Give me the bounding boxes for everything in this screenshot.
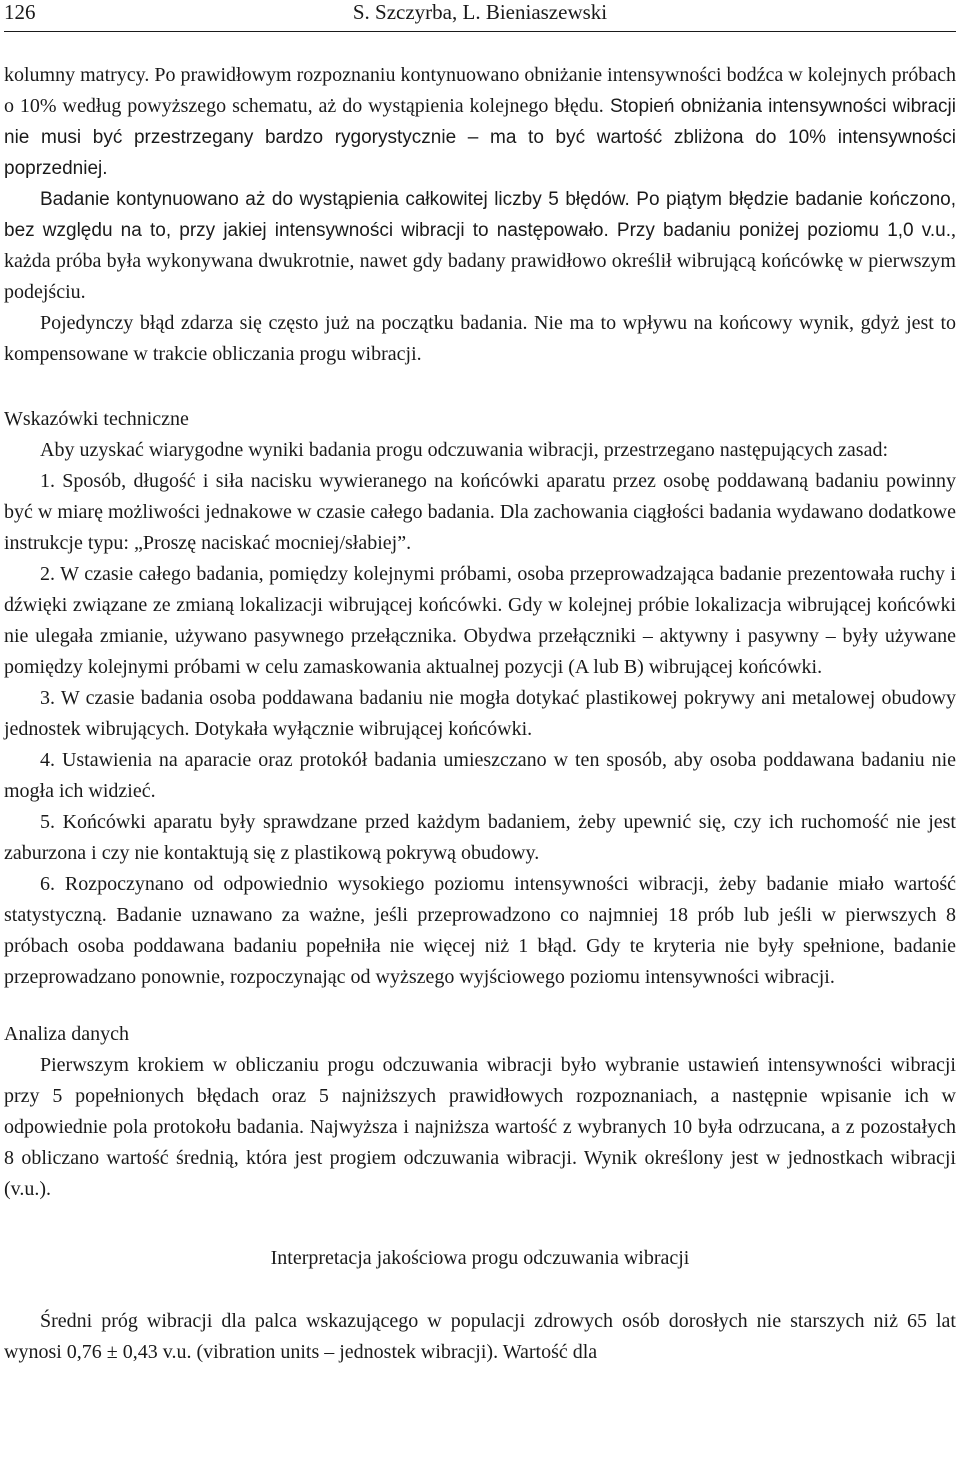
list-item: 4. Ustawienia na aparacie oraz protokół badania umieszczano w ten sposób, aby osoba poddawana badaniu nie mogła ich widzieć. — [4, 749, 956, 802]
running-head: S. Szczyrba, L. Bieniaszewski — [352, 0, 608, 24]
section-heading-technical: Wskazówki techniczne — [4, 408, 189, 430]
list-item: 6. Rozpoczynano od odpowiednio wysokiego poziomu intensywności wibracji, żeby badanie miało wartość statystyczną. Badanie uznawano za ważne, jeśli przeprowadzono co najmniej 18 prób lub jeśli w pierwszych 8 próbach osoba poddawana badaniu popełniła nie więcej niż 1 błąd. Gdy te kryteria nie były spełnione, badanie przeprowadzano ponownie, rozpoczynając od wyższego wyjściowego poziomu intensywności wibracji. — [4, 873, 956, 988]
paragraph: Pierwszym krokiem w obliczaniu progu odczuwania wibracji było wybranie ustawień intensywności wibracji przy 5 popełnionych błędach oraz 5 najniższych prawidłowych rozpoznaniach, a następnie wpisanie ich w odpowiednie pola protokołu badania. Najwyższa i najniższa wartość z wybranych 10 była odrzucana, a z pozostałych 8 obliczano wartość średnią, która jest progiem odczuwania wibracji. Wynik określony jest w jednostkach wibracji (v.u.). — [4, 1054, 956, 1200]
list-item: 2. W czasie całego badania, pomiędzy kolejnymi próbami, osoba przeprowadzająca badanie prezentowała ruchy i dźwięki związane ze zmianą lokalizacji wibrującej końcówki. Gdy w kolejnej próbie lokalizacja wibrującej końcówki nie ulegała zmianie, używano pasywnego przełącznika. Obydwa przełączniki – aktywny i pasywny – były używane pomiędzy kolejnymi próbami w celu zamaskowania aktualnej pozycji (A lub B) wibrującej końcówki. — [4, 563, 956, 678]
list-item: 1. Sposób, długość i siła nacisku wywieranego na końcówki aparatu przez osobę poddawaną badaniu powinny być w miarę możliwości jednakowe w czasie całego badania. Dla zachowania ciągłości badania wydawano dodatkowe instrukcje typu: „Proszę naciskać mocniej/słabiej”. — [4, 470, 956, 554]
list-item: 3. W czasie badania osoba poddawana badaniu nie mogła dotykać plastikowej pokrywy ani metalowej obudowy jednostek wibrujących. Dotykała wyłącznie wibrującej końcówki. — [4, 687, 956, 740]
page-number: 126 — [4, 0, 36, 24]
paragraph-text-sans: Badanie kontynuowano aż do wystąpienia całkowitej liczby 5 błędów. Po piątym błędzie badanie kończono, bez względu na to, przy jakiej intensywności wibracji to następowało. Przy badaniu poniżej poziomu 1,0 v.u. — [4, 189, 956, 241]
paragraph-continuation — [4, 60, 956, 184]
paragraph — [4, 184, 956, 308]
technical-intro: Aby uzyskać wiarygodne wyniki badania progu odczuwania wibracji, przestrzegano następujących zasad: — [40, 439, 889, 461]
header-rule — [4, 31, 956, 32]
paragraph-text: kolumny matrycy. Po prawidłowym rozpoznaniu kontynuowano obniżanie intensywności bodźca w kolejnych próbach o 10% według powyższego schematu, aż do wystąpienia kolejnego błędu. — [4, 64, 956, 117]
paragraph-text: , każda próba była wykonywana dwukrotnie, nawet gdy badany prawidłowo określił wibrującą końcówkę w pierwszym podejściu. — [4, 219, 956, 303]
section-heading-interpretation: Interpretacja jakościowa progu odczuwania wibracji — [270, 1247, 690, 1269]
list-item: 5. Końcówki aparatu były sprawdzane przed każdym badaniem, żeby upewnić się, czy ich ruchomość nie jest zaburzona i czy nie kontaktują się z plastikową pokrywą obudowy. — [4, 811, 956, 864]
page-header — [4, 0, 956, 32]
paragraph: Pojedynczy błąd zdarza się często już na początku badania. Nie ma to wpływu na końcowy wynik, gdyż jest to kompensowane w trakcie obliczania progu wibracji. — [4, 312, 956, 365]
paragraph-text-sans: Stopień obniżania intensywności wibracji nie musi być przestrzegany bardzo rygorystycznie – ma to być wartość zbliżona do 10% intensywności poprzedniej. — [4, 96, 956, 179]
page-content — [4, 60, 956, 1368]
section-heading-analysis: Analiza danych — [4, 1023, 129, 1045]
paragraph: Średni próg wibracji dla palca wskazującego w populacji zdrowych osób dorosłych nie starszych niż 65 lat wynosi 0,76 ± 0,43 v.u. (vibration units – jednostek wibracji). Wartość dla — [4, 1310, 956, 1363]
